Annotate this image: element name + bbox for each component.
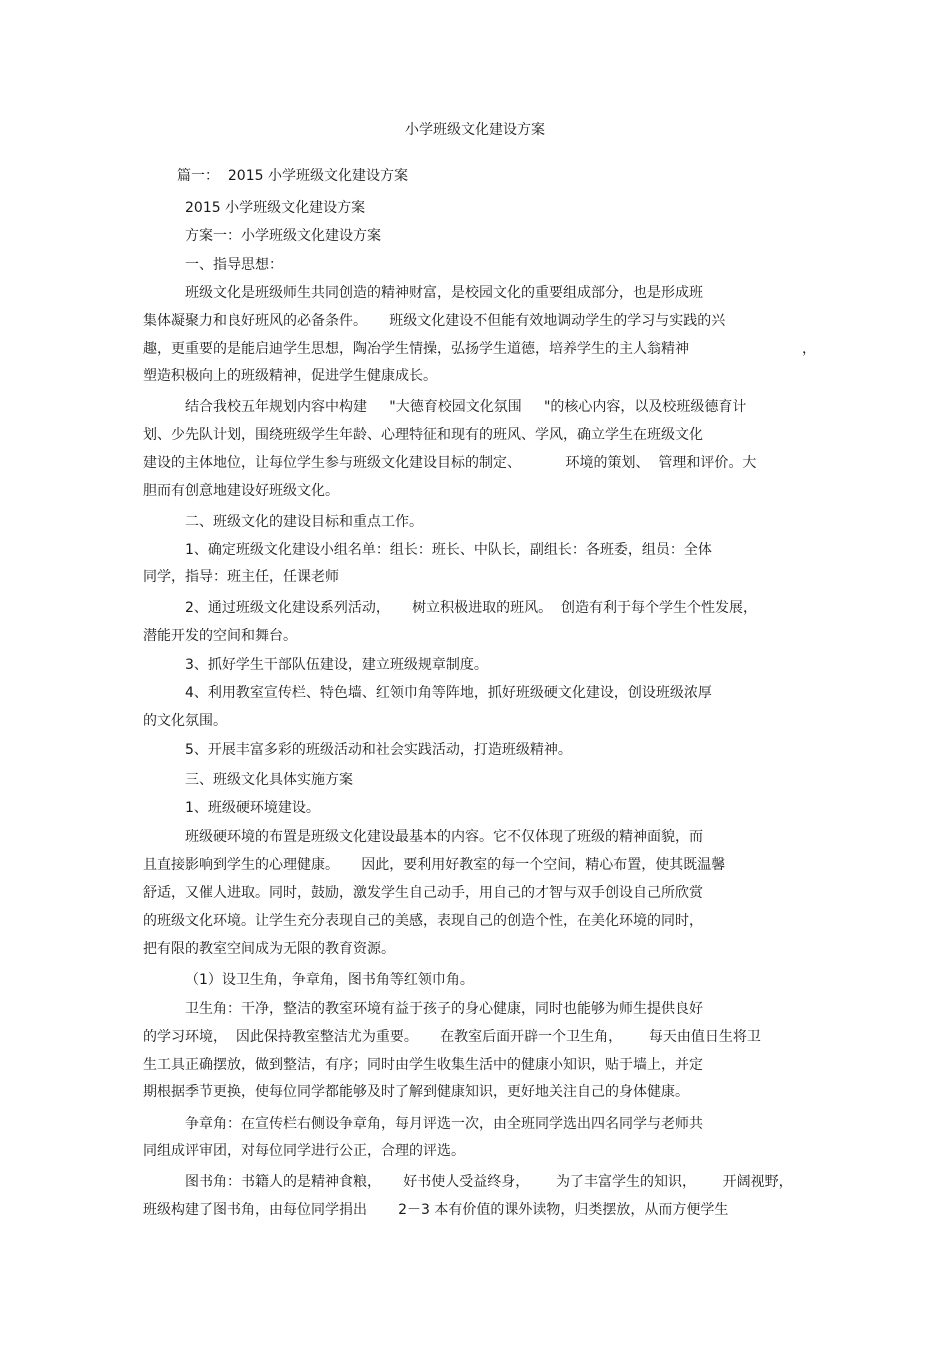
paragraph-line: 争章角：在宣传栏右侧设争章角，每月评选一次，由全班同学选出四名同学与老师共	[185, 1116, 703, 1132]
paragraph-line: 班级文化是班级师生共同创造的精神财富，是校园文化的重要组成部分，也是形成班	[185, 285, 703, 301]
paragraph-line: 划、少先队计划，围绕班级学生年龄、心理特征和现有的班风、学风，确立学生在班级文化	[143, 427, 703, 443]
paragraph-line: 同学，指导：班主任，任课老师	[143, 569, 339, 585]
subheading: 二、班级文化的建设目标和重点工作。	[185, 514, 423, 530]
paragraph-line: 班级构建了图书角，由每位同学捐出 2－3 本有价值的课外读物，归类摆放，从而方便学生	[143, 1202, 729, 1218]
paragraph-line: 的班级文化环境。让学生充分表现自己的美感，表现自己的创造个性，在美化环境的同时，	[143, 913, 703, 929]
paragraph-line: 4、利用教室宣传栏、特色墙、红领巾角等阵地，抓好班级硬文化建设，创设班级浓厚	[185, 685, 712, 701]
section-heading: 篇一： 2015 小学班级文化建设方案	[177, 168, 408, 184]
paragraph-line: 且直接影响到学生的心理健康。 因此，要利用好教室的每一个空间，精心布置，使其既温馨	[143, 857, 726, 873]
subheading: 一、指导思想：	[185, 257, 283, 273]
paragraph-line: 班级硬环境的布置是班级文化建设最基本的内容。它不仅体现了班级的精神面貌，而	[185, 829, 703, 845]
paragraph-line: 把有限的教室空间成为无限的教育资源。	[143, 941, 395, 957]
paragraph-line: 塑造积极向上的班级精神，促进学生健康成长。	[143, 368, 437, 384]
paragraph-line: 集体凝聚力和良好班风的必备条件。 班级文化建设不但能有效地调动学生的学习与实践的兴	[143, 313, 726, 329]
paragraph-line: 趣，更重要的是能启迪学生思想，陶冶学生情操，弘扬学生道德，培养学生的主人翁精神	[143, 341, 689, 357]
paragraph-line: 2、通过班级文化建设系列活动， 树立积极进取的班风。 创造有利于每个学生个性发展，	[185, 600, 758, 616]
subheading: （1）设卫生角，争章角，图书角等红领巾角。	[185, 972, 474, 988]
subheading: 1、班级硬环境建设。	[185, 800, 320, 816]
paragraph-line: 图书角：书籍人的是精神食粮， 好书使人受益终身， 为了丰富学生的知识， 开阔视野，	[185, 1174, 793, 1190]
document-title: 小学班级文化建设方案	[405, 122, 545, 138]
paragraph-line: 5、开展丰富多彩的班级活动和社会实践活动，打造班级精神。	[185, 742, 572, 758]
paragraph-line: 胆而有创意地建设好班级文化。	[143, 483, 339, 499]
paragraph-line: 建设的主体地位，让每位学生参与班级文化建设目标的制定、 环境的策划、 管理和评价。大	[143, 455, 757, 471]
paragraph-line: 1、确定班级文化建设小组名单：组长：班长、中队长，副组长：各班委，组员：全体	[185, 542, 712, 558]
paragraph-line: 3、抓好学生干部队伍建设，建立班级规章制度。	[185, 657, 488, 673]
paragraph-line: 的学习环境， 因此保持教室整洁尤为重要。 在教室后面开辟一个卫生角， 每天由值日生将卫	[143, 1029, 761, 1045]
paragraph-line: 同组成评审团，对每位同学进行公正，合理的评选。	[143, 1143, 465, 1159]
paragraph-line: 生工具正确摆放，做到整洁，有序；同时由学生收集生活中的健康小知识，贴于墙上，并定	[143, 1057, 703, 1073]
paragraph-line: 结合我校五年规划内容中构建 "大德育校园文化氛围 "的核心内容，以及校班级德育计	[185, 399, 747, 415]
subheading: 方案一：小学班级文化建设方案	[185, 228, 381, 244]
paragraph-line: ，	[802, 341, 816, 357]
paragraph-line: 舒适，又催人进取。同时，鼓励，激发学生自己动手，用自己的才智与双手创设自己所欣赏	[143, 885, 703, 901]
paragraph-line: 的文化氛围。	[143, 713, 227, 729]
paragraph-line: 潜能开发的空间和舞台。	[143, 628, 297, 644]
subheading: 2015 小学班级文化建设方案	[185, 200, 366, 216]
paragraph-line: 期根据季节更换，使每位同学都能够及时了解到健康知识，更好地关注自己的身体健康。	[143, 1084, 689, 1100]
subheading: 三、班级文化具体实施方案	[185, 772, 353, 788]
paragraph-line: 卫生角：干净，整洁的教室环境有益于孩子的身心健康，同时也能够为师生提供良好	[185, 1001, 703, 1017]
